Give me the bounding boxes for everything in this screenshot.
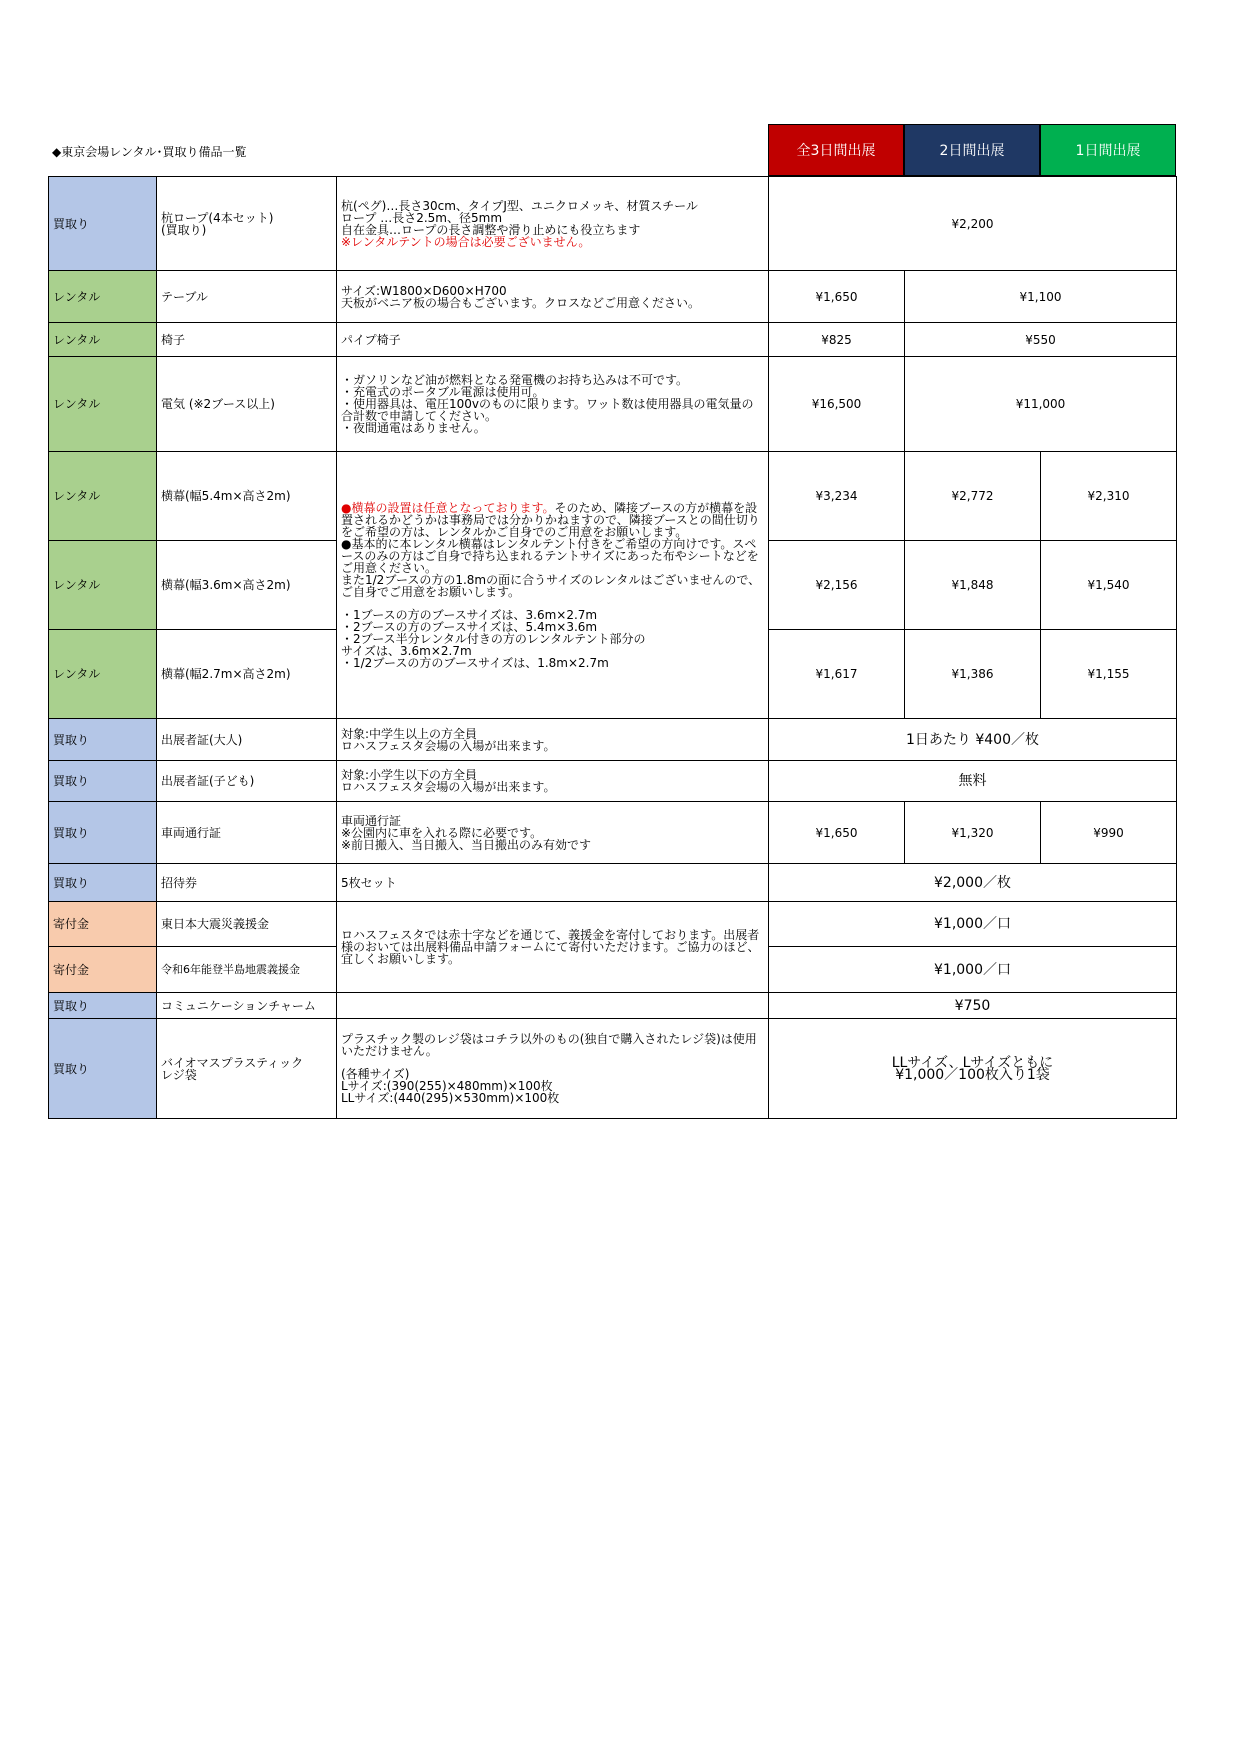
price-two-day: ¥2,772 [905,452,1041,541]
price-three-day: ¥1,650 [769,271,905,323]
price-two-one-day: ¥1,100 [905,271,1177,323]
item-name: テーブル [157,271,337,323]
price-two-day: ¥1,320 [905,802,1041,864]
row-type: 寄付金 [49,947,157,993]
item-name: 横幕(幅5.4m×高さ2m) [157,452,337,541]
row-type: レンタル [49,452,157,541]
item-name: バイオマスプラスティック レジ袋 [157,1019,337,1119]
table-row [49,177,1177,271]
price-one-day: ¥1,540 [1041,541,1177,630]
row-type: 買取り [49,177,157,271]
row-type: 買取り [49,719,157,761]
row-type: 買取り [49,1019,157,1119]
price-three-day: ¥2,156 [769,541,905,630]
price-two-day: ¥1,848 [905,541,1041,630]
row-type: レンタル [49,541,157,630]
table-row [49,761,1177,802]
item-description: 車両通行証 ※公園内に車を入れる際に必要です。 ※前日搬入、当日搬入、当日搬出のみ有効です [337,802,769,864]
table-row [49,993,1177,1019]
price-two-day: ¥1,386 [905,630,1041,719]
item-description: パイプ椅子 [337,323,769,357]
price-all: 1日あたり ¥400／枚 [769,719,1177,761]
price-two-one-day: ¥550 [905,323,1177,357]
table-row [49,1019,1177,1119]
price-three-day: ¥825 [769,323,905,357]
row-type: レンタル [49,357,157,452]
price-all: ¥1,000／口 [769,902,1177,947]
price-one-day: ¥990 [1041,802,1177,864]
header-two-day: 2日間出展 [904,124,1040,176]
table-row [49,864,1177,902]
item-description [337,993,769,1019]
header-three-day: 全3日間出展 [768,124,904,176]
item-name: コミュニケーションチャーム [157,993,337,1019]
item-name: 椅子 [157,323,337,357]
price-all: ¥2,200 [769,177,1177,271]
item-name: 東日本大震災義援金 [157,902,337,947]
table-row [49,271,1177,323]
row-type: レンタル [49,323,157,357]
row-type: 買取り [49,761,157,802]
price-two-one-day: ¥11,000 [905,357,1177,452]
price-one-day: ¥2,310 [1041,452,1177,541]
header-one-day: 1日間出展 [1040,124,1176,176]
table-row [49,357,1177,452]
row-type: レンタル [49,271,157,323]
item-description: 対象:小学生以下の方全員 ロハスフェスタ会場の入場が出来ます。 [337,761,769,802]
item-name: 車両通行証 [157,802,337,864]
price-all: ¥2,000／枚 [769,864,1177,902]
item-name: 出展者証(子ども) [157,761,337,802]
price-three-day: ¥1,617 [769,630,905,719]
item-description: 杭(ペグ)…長さ30cm、タイプJ型、ユニクロメッキ、材質スチール ロープ …長さ2.5m、径5mm 自在金具…ロープの長さ調整や滑り止めにも役立ちます ※レンタルテントの場合は必要ございません。 [337,177,769,271]
price-three-day: ¥16,500 [769,357,905,452]
price-three-day: ¥3,234 [769,452,905,541]
table-row [49,323,1177,357]
row-type: 寄付金 [49,902,157,947]
item-name: 横幕(幅3.6m×高さ2m) [157,541,337,630]
item-name: 招待券 [157,864,337,902]
price-one-day: ¥1,155 [1041,630,1177,719]
item-name: 電気 (※2ブース以上) [157,357,337,452]
row-type: 買取り [49,993,157,1019]
item-name: 杭ロープ(4本セット) (買取り) [157,177,337,271]
row-type: レンタル [49,630,157,719]
price-all: ¥750 [769,993,1177,1019]
table-row [49,802,1177,864]
item-description: 対象:中学生以上の方全員 ロハスフェスタ会場の入場が出来ます。 [337,719,769,761]
price-table [48,176,1177,1119]
table-row [49,452,1177,541]
item-description: ・ガソリンなど油が燃料となる発電機のお持ち込みは不可です。 ・充電式のポータブル電源は使用可。 ・使用器具は、電圧100vのものに限ります。ワット数は使用器具の電気量の合計数で申請してください。 ・夜間通電はありません。 [337,357,769,452]
item-description: 5枚セット [337,864,769,902]
page-title: ◆東京会場レンタル･買取り備品一覧 [52,145,247,159]
item-name: 横幕(幅2.7m×高さ2m) [157,630,337,719]
price-all: 無料 [769,761,1177,802]
row-type: 買取り [49,864,157,902]
table-row [49,719,1177,761]
price-three-day: ¥1,650 [769,802,905,864]
item-name: 出展者証(大人) [157,719,337,761]
row-type: 買取り [49,802,157,864]
item-description: サイズ:W1800×D600×H700 天板がベニア板の場合もございます。クロスなどご用意ください。 [337,271,769,323]
banner-description: ●横幕の設置は任意となっております。そのため、隣接ブースの方が横幕を設置されるかどうかは事務局では分かりかねますので、隣接ブースとの間仕切りをご希望の方は、レンタルかご自身でのご用意をお願いします。 ●基本的に本レンタル横幕はレンタルテント付きをご希望の方向けです。スペースのみの方はご自身で持ち込まれるテントサイズにあった布やシートなどをご用意ください。 また1/2ブースの方の1.8mの面に合うサイズのレンタルはございませんので、ご自身でご用意をお願いします。 ・1ブースの方のブースサイズは、3.6m×2.7m ・2ブースの方のブースサイズは、5.4m×3.6m ・2ブース半分レンタル付きの方のレンタルテント部分の サイズは、3.6m×2.7m ・1/2ブースの方のブースサイズは、1.8m×2.7m [337,452,769,719]
item-description: プラスチック製のレジ袋はコチラ以外のもの(独自で購入されたレジ袋)は使用いただけません。 (各種サイズ) Lサイズ:(390(255)×480mm)×100枚 LLサイズ:(440(295)×530mm)×100枚 [337,1019,769,1119]
item-name: 令和6年能登半島地震義援金 [157,947,337,993]
price-all: LLサイズ、Lサイズともに ¥1,000／100枚入り1袋 [769,1019,1177,1119]
table-row [49,902,1177,947]
price-all: ¥1,000／口 [769,947,1177,993]
donation-description: ロハスフェスタでは赤十字などを通じて、義援金を寄付しております。出展者様のおいては出展料備品申請フォームにて寄付いただけます。ご協力のほど、宜しくお願いします。 [337,902,769,993]
